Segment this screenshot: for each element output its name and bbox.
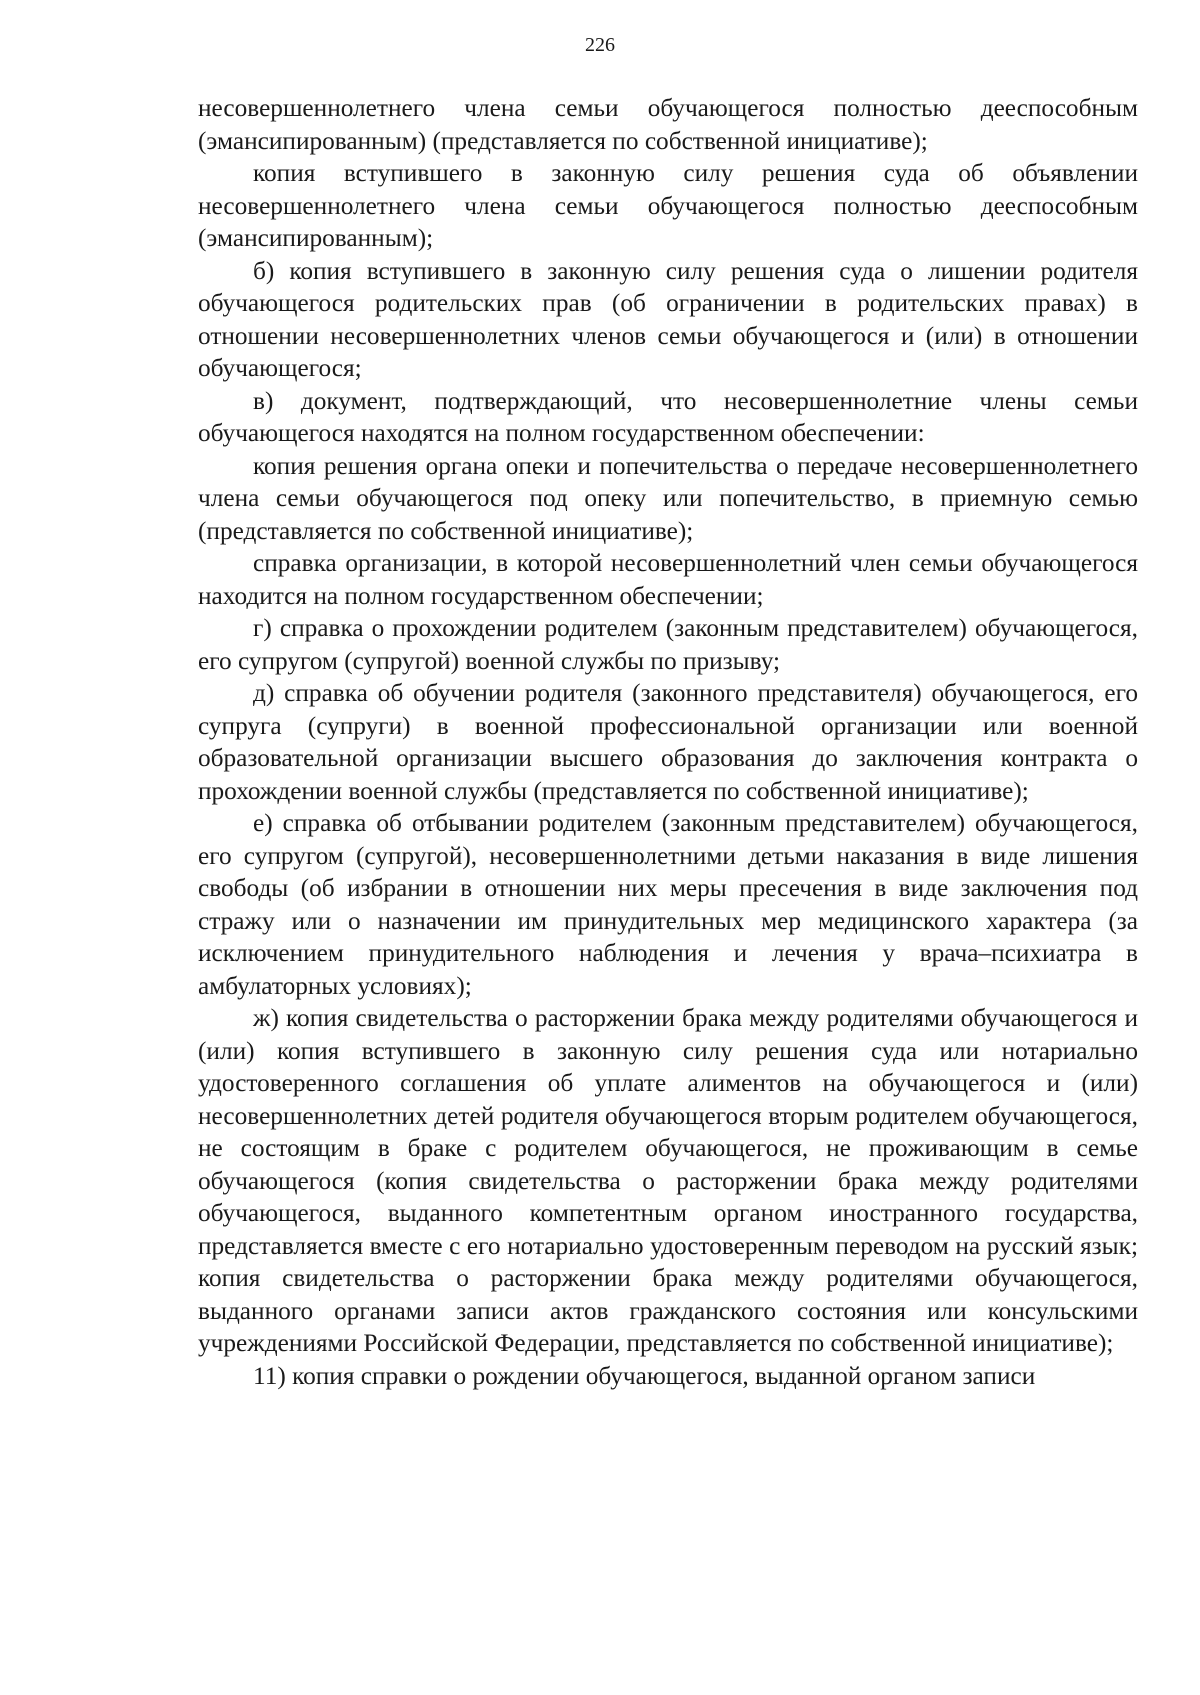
- paragraph-continuation: несовершеннолетнего члена семьи обучающегося полностью дееспособным (эмансипированным) (представляется по собственной инициативе);: [198, 94, 1138, 155]
- paragraph-organization-certificate: справка организации, в которой несовершеннолетний член семьи обучающегося находится на полном государственном обеспечении;: [198, 549, 1138, 610]
- paragraph-item-zh: ж) копия свидетельства о расторжении брака между родителями обучающегося и (или) копия вступившего в законную силу решения суда или нотариально удостоверенного соглашения об уплате алиментов на обучающегося и (или) несовершеннолетних детей родителя обучающегося вторым родителем обучающегося, не состоящим в браке с родителем обучающегося, не проживающим в семье обучающегося (копия свидетельства о расторжении брака между родителями обучающегося, выданного компетентным органом иностранного государства, представляется вместе с его нотариально удостоверенным переводом на русский язык; копия свидетельства о расторжении брака между родителями обучающегося, выданного органами записи актов гражданского состояния или консульскими учреждениями Российской Федерации, представляется по собственной инициативе);: [198, 1004, 1138, 1357]
- paragraph-emancipation-court-decision: копия вступившего в законную силу решения суда об объявлении несовершеннолетнего члена семьи обучающегося полностью дееспособным (эмансипированным);: [198, 159, 1138, 252]
- paragraph-item-b: б) копия вступившего в законную силу решения суда о лишении родителя обучающегося родительских прав (об ограничении в родительских правах) в отношении несовершеннолетних членов семьи обучающегося и (или) в отношении обучающегося;: [198, 256, 1138, 382]
- document-body: [198, 92, 1138, 1392]
- paragraph-item-e: е) справка об отбывании родителем (законным представителем) обучающегося, его супругом (супругой), несовершеннолетними детьми наказания в виде лишения свободы (об избрании в отношении них меры пресечения в виде заключения под стражу или о назначении им принудительных мер медицинского характера (за исключением принудительного наблюдения и лечения у врача–психиатра в амбулаторных условиях);: [198, 809, 1138, 1000]
- paragraph-guardianship-decision: копия решения органа опеки и попечительства о передаче несовершеннолетнего члена семьи обучающегося под опеку или попечительство, в приемную семью (представляется по собственной инициативе);: [198, 451, 1138, 545]
- paragraph-item-g: г) справка о прохождении родителем (законным представителем) обучающегося, его супругом (супругой) военной службы по призыву;: [198, 614, 1138, 675]
- paragraph-item-d: д) справка об обучении родителя (законного представителя) обучающегося, его супруга (супруги) в военной профессиональной организации или военной образовательной организации высшего образования до заключения контракта о прохождении военной службы (представляется по собственной инициативе);: [198, 679, 1138, 805]
- paragraph-item-v: в) документ, подтверждающий, что несовершеннолетние члены семьи обучающегося находятся на полном государственном обеспечении:: [198, 386, 1138, 447]
- paragraph-item-11: 11) копия справки о рождении обучающегося, выданной органом записи: [253, 1361, 1036, 1390]
- page-number: 226: [585, 34, 615, 56]
